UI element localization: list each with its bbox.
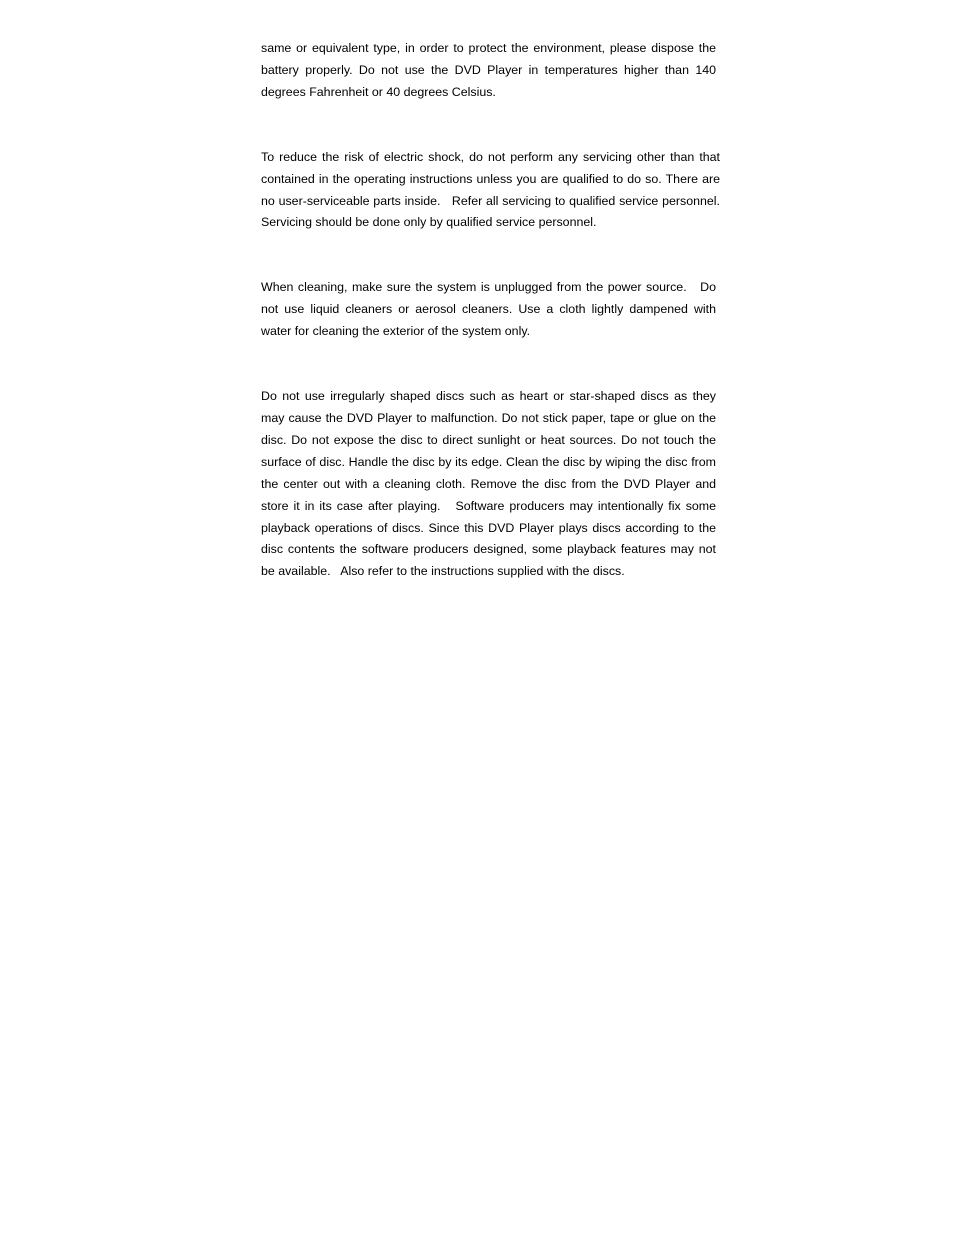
document-page: [261, 38, 724, 583]
paragraph-electric-shock: To reduce the risk of electric shock, do not perform any servicing other than that contained in the operating instructions unless you are qualified to do so. There are no user-serviceable parts inside. Refer all servicing to qualified service personnel. Servicing should be done only by qualified service personnel.: [261, 149, 724, 230]
paragraph-disc-handling: Do not use irregularly shaped discs such as heart or star-shaped discs as they may cause the DVD Player to malfunction. Do not stick paper, tape or glue on the disc. Do not expose the disc to direct sunlight or heat sources. Do not touch the surface of disc. Handle the disc by its edge. Clean the disc by wiping the disc from the center out with a cleaning cloth. Remove the disc from the DVD Player and store it in its case after playing. Software producers may intentionally fix some playback operations of discs. Since this DVD Player plays discs according to the disc contents the software producers designed, some playback features may not be available. Also refer to the instructions supplied with the discs.: [261, 389, 720, 579]
paragraph-battery-temperature: same or equivalent type, in order to protect the environment, please dispose the battery properly. Do not use the DVD Player in temperatures higher than 140 degrees Fahrenheit or 40 degrees Celsius.: [261, 41, 720, 99]
paragraph-cleaning: When cleaning, make sure the system is unplugged from the power source. Do not use liquid cleaners or aerosol cleaners. Use a cloth lightly dampened with water for cleaning the exterior of the system only.: [261, 280, 720, 339]
